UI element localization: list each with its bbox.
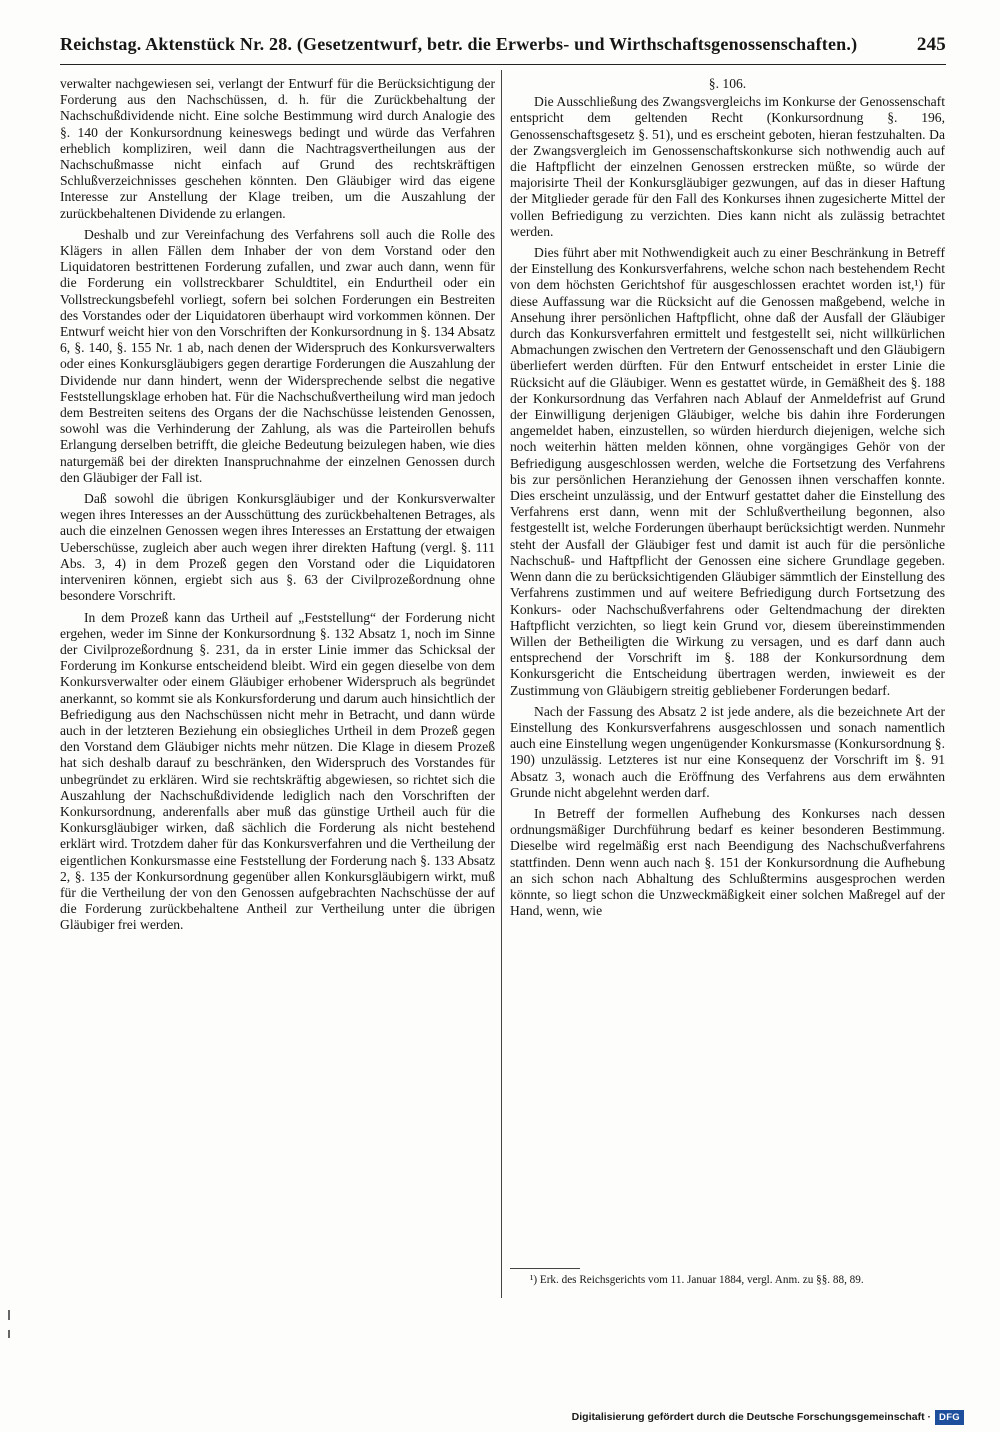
page-number: 245 [916,34,946,55]
footnote-text: ¹) Erk. des Reichsgerichts vom 11. Januar 1884, vergl. Anm. zu §§. 88, 89. [530,1274,864,1286]
header-title: Reichstag. Aktenstück Nr. 28. (Gesetzentwurf, betr. die Erwerbs- und Wirthschaftsgenossenschaften.) [60,34,858,54]
column-divider [501,70,502,1298]
paragraph: Daß sowohl die übrigen Konkursgläubiger und der Konkursverwalter wegen ihres Interesses an der Ausschüttung des zurückbehaltenen Betrages, als auch die einzelnen Genossen wegen ihres Interesses an Erstattung der etwaigen Ueberschüsse, zugleich aber auch wegen ihrer direkten Haftung (vergl. §. 111 Abs. 3, 4) in dem Prozeß gegen den Vorstand oder die Liquidatoren interveniren können, ergiebt sich aus §. 63 der Civilprozeßordnung ohne besondere Vorschrift. [60,491,495,604]
paragraph: Die Ausschließung des Zwangsvergleichs im Konkurse der Genossenschaft entspricht dem geltenden Recht (Konkursordnung §. 196, Genossenschaftsgesetz §. 51), und es erscheint geboten, hieran festzuhalten. Da der Zwangsvergleich im Genossenschaftskonkurse sich nothwendig auch auf die Haftpflicht der einzelnen Genossen erstrecken müßte, so würde der majorisirte Theil der Konkursgläubiger gezwungen, auf das in dieser Haftung der Mitglieder gerade für den Fall des Konkurses ihnen zugesicherte Mittel der vollen Befriedigung zu verzichten. Dies kann nicht als zulässig betrachtet werden. [510,94,945,239]
running-header [60,34,946,62]
paragraph: In dem Prozeß kann das Urtheil auf „Feststellung“ der Forderung nicht ergehen, weder im Sinne der Konkursordnung §. 132 Absatz 1, noch im Sinne der Civilprozeßordnung §. 231, da in erster Linie immer das Schicksal der Forderung im Konkurse entscheidend bleibt. Wird ein gegen dieselbe von dem Konkursverwalter oder einem Gläubiger erhobener Widerspruch als begründet anerkannt, so kommt sie als Konkursforderung und darum auch hinsichtlich der Befriedigung aus den Nachschüssen nicht mehr in Betracht, und dann würde auch in der letzteren Beziehung ein obsiegliches Urtheil in dem Prozeß gegen den Vorstand dem Gläubiger nichts mehr nützen. Die Klage in diesem Prozeß hat sich deshalb darauf zu beschränken, den Widerspruch des Vorstandes für unbegründet zu erklären. Wird sie rechtskräftig abgewiesen, so richtet sich die Auszahlung der Nachschußdividende lediglich nach den Vorschriften der Konkursordnung, anderenfalls aber muß das günstige Urtheil auch für die Konkursgläubiger wirken, daß sächlich die Forderung als nicht bestehend erklärt wird. Trotzdem daher für das Konkursverfahren und die Vertheilung der eigentlichen Konkursmasse eine Feststellung der Forderung nach §. 133 Absatz 2, §. 135 der Konkursordnung gegenüber allen Konkursgläubigern wirkt, muß für die Vertheilung der von den Genossen aufgebrachten Nachschüsse der auf die Forderung zurückbehaltene Antheil zur Vertheilung unter die übrigen Gläubiger frei werden. [60,609,495,933]
credit-text: Digitalisierung gefördert durch die Deutsche Forschungsgemeinschaft · [571,1411,932,1423]
margin-mark [8,1330,10,1338]
footnote [510,1273,945,1287]
header-rule [60,64,946,65]
right-column [510,76,945,1266]
margin-mark [8,1310,10,1320]
section-heading: §. 106. [708,76,747,91]
paragraph: Deshalb und zur Vereinfachung des Verfahrens soll auch die Rolle des Klägers in allen Fällen dem Inhaber der von dem Vorstand oder den Liquidatoren bestrittenen Forderung zufallen, und zwar auch dann, wenn für die Forderung ein vollstreckbarer Schuldtitel, ein Endurtheil oder ein Vollstreckungsbefehl vorliegt, sofern bei solchen Forderungen ein Bestreiten des Vorstandes oder der Liquidatoren überhaupt wird vorkommen können. Der Entwurf weicht hier von den Vorschriften der Konkursordnung in §. 134 Absatz 6, §. 140, §. 155 Nr. 1 ab, nach denen der Widerspruch des Konkursverwalters oder eines Konkursgläubigers gegen derartige Forderungen die Auszahlung der Dividende nur dann hindert, wenn der Widersprechende selbst die negative Feststellungsklage erhoben hat. Für die Nachschußvertheilung wird man jedoch dem Bestreiten seitens des Organs der die Nachschüsse leistenden Genossen, sowohl was die Verhinderung der Zahlung, als was die Parteirollen behufs Erlangung derselben betrifft, die gleiche Bedeutung beizulegen haben, wie dies naturgemäß bei der direkten Inanspruchnahme der einzelnen Genossen durch den Gläubiger der Fall ist. [60,226,495,485]
footnote-rule [510,1268,580,1269]
paragraph: Dies führt aber mit Nothwendigkeit auch zu einer Beschränkung in Betreff der Einstellung des Konkursverfahrens, welche schon nach bestehendem Recht von dem höchsten Gerichtshof für ausgeschlossen erachtet worden ist,¹) für diese Auffassung war die Rücksicht auf die Genossen maßgebend, welche in Ansehung ihrer persönlichen Haftpflicht, ohne daß der Ausfall der Gläubiger durch das Konkursverfahren ermittelt und festgestellt sei, nicht willkürlichen Abmachungen zwischen den Vertretern der Genossenschaft und den Gläubigern überliefert werden dürften. Für den Entwurf entscheidet in erster Linie die Rücksicht auf die Gläubiger. Wenn es gestattet würde, in Gemäßheit des §. 188 der Konkursordnung das Verfahren nach Ablauf der Anmeldefrist auf Grund der Einwilligung derjenigen Gläubiger, welche bis dahin ihre Forderungen angemeldet haben, einzustellen, so würden hierdurch diejenigen, welche sich noch weiterhin hätten melden können, ohne vorgängiges Gehör von der Befriedigung ausgeschlossen werden, welche die Fortsetzung des Verfahrens bis zur persönlichen Heranziehung der Genossen ihnen verschaffen konnte. Dies erscheint unzulässig, und der Entwurf gestattet daher die Einstellung des Verfahrens erst dann, wenn mit der Schlußvertheilung begonnen, also festgestellt ist, welche Forderungen überhaupt berücksichtigt werden. Nunmehr steht der Ausfall der Gläubiger fest und damit ist auch für die persönliche Nachschuß- und Haftpflicht der Genossen eine sichere Grundlage gegeben. Wenn dann die zu berücksichtigenden Gläubiger sämmtlich der Einstellung des Verfahrens zustimmen und auf weitere Befriedigung durch Fortsetzung des Konkurs- oder Nachschußverfahrens oder Geltendmachung der direkten Haftpflicht verzichten, so liegt kein Grund vor, diesem übereinstimmenden Willen der Betheiligten die Wirkung zu versagen, und es darf dann auch entsprechend der Vorschrift im §. 188 der Konkursordnung dem Konkursgericht die Entscheidung übertragen werden, inwieweit es der Zustimmung von Gläubigern streitig gebliebener Forderungen bedarf. [510,245,945,698]
dfg-logo-icon: DFG [935,1410,964,1425]
digitization-credit [572,1408,964,1426]
paragraph: verwalter nachgewiesen sei, verlangt der Entwurf für die Berücksichtigung der Forderung aus den Nachschüssen, d. h. für die Zurückbehaltung der Nachschußdividende nicht. Eine solche Bestimmung wird durch Analogie des §. 140 der Konkursordnung keineswegs bedingt und würde das Verfahren erheblich kompliziren, weil dann die Nachtragsvertheilungen aus der Nachschußmasse nicht einfach auf Grund des rechtskräftigen Schlußverzeichnisses geschehen könnten. Den Gläubiger wird das eigene Interesse zur Anstellung der Klage treiben, um die Auszahlung der zurückbehaltenen Dividende zu erlangen. [60,76,495,221]
paragraph: Nach der Fassung des Absatz 2 ist jede andere, als die bezeichnete Art der Einstellung des Konkursverfahrens ausgeschlossen und sonach namentlich auch eine Einstellung wegen ungenügender Konkursmasse (Konkursordnung §. 190) unzulässig. Letzteres ist nur eine Konsequenz der Vorschrift im §. 91 Absatz 3, wonach auch die Eröffnung des Verfahrens aus dem erwähnten Grunde nicht abgelehnt werden darf. [510,703,945,800]
left-column [60,76,495,1266]
paragraph: In Betreff der formellen Aufhebung des Konkurses nach dessen ordnungsmäßiger Durchführung bedarf es keiner besonderen Bestimmung. Dieselbe wird regelmäßig erst nach Beendigung des Nachschußverfahrens stattfinden. Denn wenn auch nach §. 151 der Konkursordnung die Aufhebung an sich schon nach Abhaltung des Schlußtermins ausgesprochen werden könnte, so liegt schon die Unzweckmäßigkeit einer solchen Maßregel auf der Hand, wenn, wie [510,805,945,919]
